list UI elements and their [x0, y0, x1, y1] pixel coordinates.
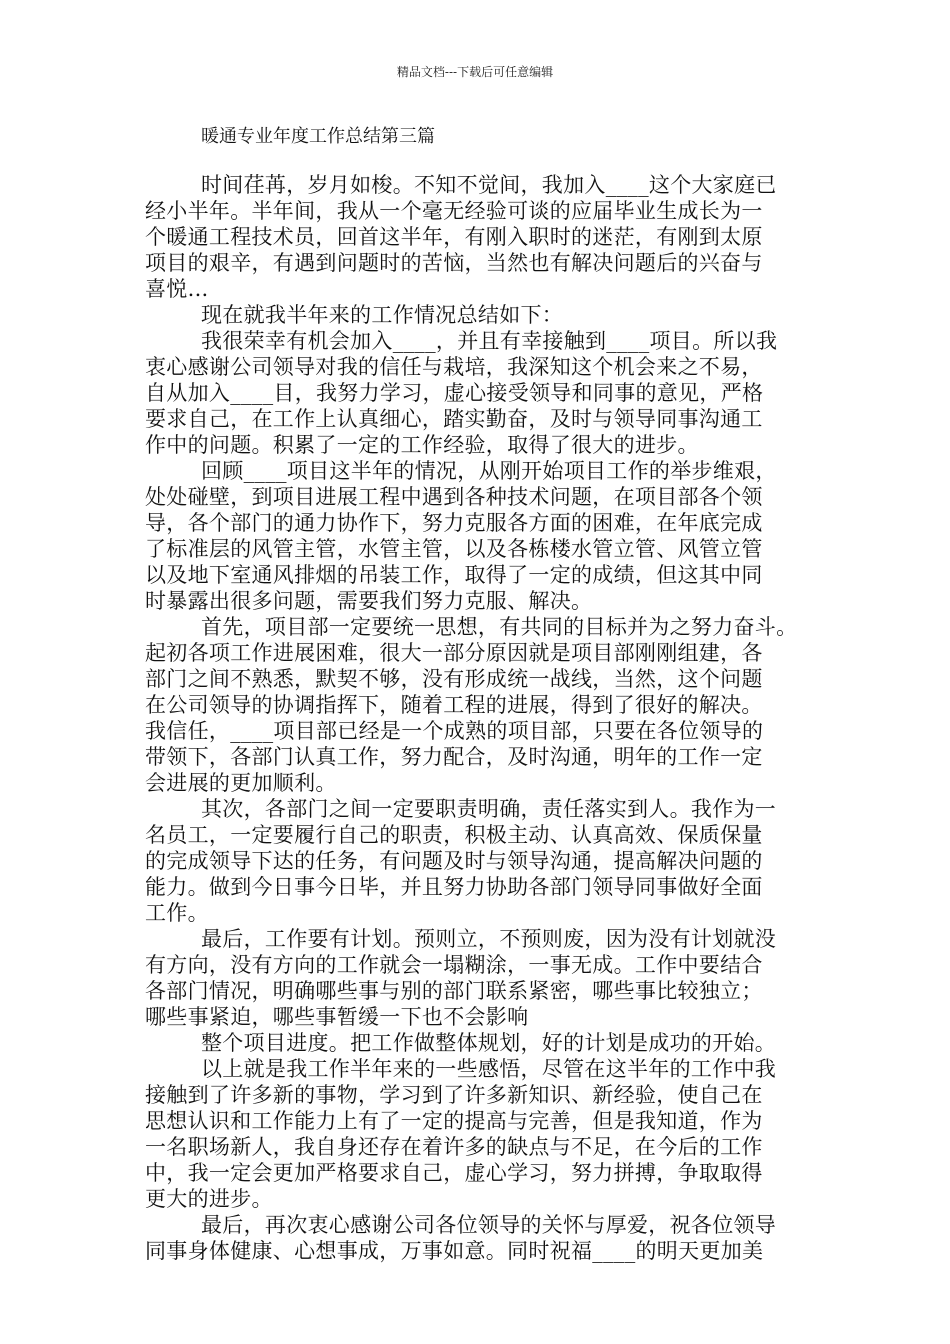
document-body [145, 172, 815, 1264]
text-line: 我信任，____项目部已经是一个成熟的项目部，只要在各位领导的 [145, 719, 764, 743]
text-line: 整个项目进度。把工作做整体规划，好的计划是成功的开始。 [201, 1031, 777, 1055]
text-line: 首先，项目部一定要统一思想，有共同的目标并为之努力奋斗。 [201, 615, 798, 639]
text-line: 思想认识和工作能力上有了一定的提高与完善，但是我知道，作为 [145, 1109, 763, 1133]
text-line: 会进展的更加顺利。 [145, 771, 337, 795]
text-line: 最后，工作要有计划。预则立，不预则废，因为没有计划就没 [201, 927, 777, 951]
text-line: 起初各项工作进展困难，很大一部分原因就是项目部刚刚组建，各 [145, 641, 763, 665]
text-line: 带领下，各部门认真工作，努力配合，及时沟通，明年的工作一定 [145, 745, 763, 769]
text-line: 自从加入____目，我努力学习，虚心接受领导和同事的意见，严格 [145, 381, 764, 405]
text-line: 部门之间不熟悉，默契不够，没有形成统一战线，当然，这个问题 [145, 667, 763, 691]
text-line: 能力。做到今日事今日毕，并且努力协助各部门领导同事做好全面 [145, 875, 763, 899]
document-title: 暖通专业年度工作总结第三篇 [201, 126, 435, 147]
text-line: 同事身体健康、心想事成，万事如意。同时祝福____的明天更加美 [145, 1239, 764, 1263]
text-line: 接触到了许多新的事物，学习到了许多新知识、新经验，使自己在 [145, 1083, 763, 1107]
text-line: 以及地下室通风排烟的吊装工作，取得了一定的成绩，但这其中同 [145, 563, 763, 587]
text-line: 哪些事紧迫，哪些事暂缓一下也不会影响 [145, 1005, 529, 1029]
text-line: 衷心感谢公司领导对我的信任与栽培，我深知这个机会来之不易， [145, 355, 763, 379]
text-line: 项目的艰辛，有遇到问题时的苦恼，当然也有解决问题后的兴奋与 [145, 251, 763, 275]
text-line: 工作。 [145, 901, 209, 925]
text-line: 最后，再次衷心感谢公司各位领导的关怀与厚爱，祝各位领导 [201, 1213, 777, 1237]
text-line: 在公司领导的协调指挥下，随着工程的进展，得到了很好的解决。 [145, 693, 763, 717]
text-line: 我很荣幸有机会加入____，并且有幸接触到____项目。所以我 [201, 329, 778, 353]
text-line: 以上就是我工作半年来的一些感悟，尽管在这半年的工作中我 [201, 1057, 777, 1081]
text-line: 了标准层的风管主管，水管主管，以及各栋楼水管立管、风管立管 [145, 537, 763, 561]
text-line: 名员工，一定要履行自己的职责，积极主动、认真高效、保质保量 [145, 823, 763, 847]
text-line: 经小半年。半年间，我从一个毫无经验可谈的应届毕业生成长为一 [145, 199, 763, 223]
text-line: 其次，各部门之间一定要职责明确，责任落实到人。我作为一 [201, 797, 777, 821]
page-header: 精品文档---下载后可任意编辑 [396, 65, 554, 79]
text-line: 导，各个部门的通力协作下，努力克服各方面的困难，在年底完成 [145, 511, 763, 535]
text-line: 个暖通工程技术员，回首这半年，有刚入职时的迷茫，有刚到太原 [145, 225, 763, 249]
text-line: 现在就我半年来的工作情况总结如下： [201, 303, 564, 327]
text-line: 作中的问题。积累了一定的工作经验，取得了很大的进步。 [145, 433, 699, 457]
text-line: 回顾____项目这半年的情况，从刚开始项目工作的举步维艰， [201, 459, 777, 483]
text-line: 一名职场新人，我自身还存在着许多的缺点与不足，在今后的工作 [145, 1135, 763, 1159]
text-line: 要求自己，在工作上认真细心，踏实勤奋，及时与领导同事沟通工 [145, 407, 763, 431]
text-line: 时暴露出很多问题，需要我们努力克服、解决。 [145, 589, 593, 613]
text-line: 时间荏苒，岁月如梭。不知不觉间，我加入____这个大家庭已 [201, 173, 777, 197]
text-line: 中，我一定会更加严格要求自己，虚心学习，努力拼搏，争取取得 [145, 1161, 763, 1185]
text-line: 更大的进步。 [145, 1187, 273, 1211]
text-line: 处处碰壁，到项目进展工程中遇到各种技术问题，在项目部各个领 [145, 485, 763, 509]
text-line: 各部门情况，明确哪些事与别的部门联系紧密，哪些事比较独立； [145, 979, 763, 1003]
text-line: 有方向，没有方向的工作就会一塌糊涂，一事无成。工作中要结合 [145, 953, 763, 977]
text-line: 喜悦... [145, 277, 209, 301]
text-line: 的完成领导下达的任务，有问题及时与领导沟通，提高解决问题的 [145, 849, 763, 873]
